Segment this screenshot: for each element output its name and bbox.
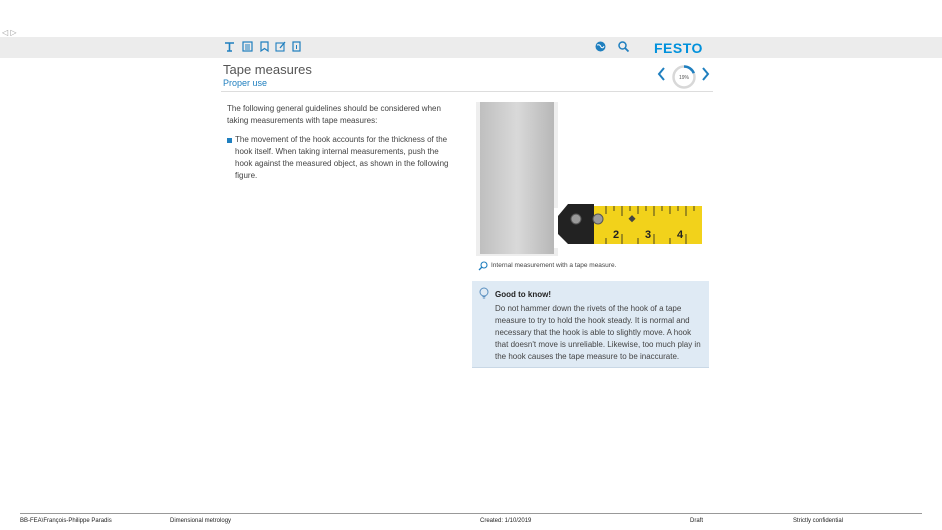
tip-box	[472, 281, 709, 368]
history-nav	[2, 28, 17, 37]
tip-body: Do not hammer down the rivets of the hook of a tape measure to try to hold the hook steady. It is normal and necessary that the hook is able to slightly move. A hook that doesn't move is unreliable. Likewise, too much play in the hook causes the tape measure to be inaccurate.	[495, 304, 701, 361]
footer-classification: Strictly confidential	[793, 518, 844, 524]
bullet-text: The movement of the hook accounts for the thickness of the hook itself. When taking internal measurements, push the hook against the measured object, as shown in the following figure.	[235, 135, 449, 180]
sitemap-icon[interactable]	[241, 40, 254, 53]
header-divider	[221, 91, 713, 92]
edit-icon[interactable]	[274, 40, 287, 53]
progress-label: 19%	[678, 75, 690, 81]
footer-created: Created: 1/10/2019	[480, 518, 532, 524]
next-page-button[interactable]	[698, 66, 712, 82]
bullet-marker	[227, 138, 232, 143]
bookmark-icon[interactable]	[258, 40, 271, 53]
toolbar	[0, 37, 942, 58]
forward-arrow-icon[interactable]: ▷	[10, 28, 17, 37]
tape-number: 2	[613, 229, 620, 241]
lightbulb-icon	[479, 287, 489, 303]
search-icon[interactable]	[617, 40, 630, 53]
intro-text: The following general guidelines should be considered when taking measurements with tape measures:	[227, 104, 441, 125]
globe-icon[interactable]	[594, 40, 607, 53]
festo-logo: FESTO	[654, 40, 703, 56]
document-icon[interactable]	[290, 40, 303, 53]
previous-page-button[interactable]	[655, 66, 669, 82]
page-subtitle: Proper use	[223, 78, 268, 88]
back-arrow-icon[interactable]: ◁	[2, 28, 9, 37]
footer-divider	[20, 513, 922, 514]
footer-topic: Dimensional metrology	[170, 518, 232, 524]
pin-icon[interactable]	[223, 40, 236, 53]
page-title: Tape measures	[223, 62, 312, 77]
figure-caption: Internal measurement with a tape measure.	[491, 262, 617, 269]
progress-ring	[671, 64, 697, 90]
footer-status: Draft	[690, 518, 704, 524]
tape-number: 3	[645, 229, 652, 241]
footer-author: BB-FEA\François-Philippe Paradis	[20, 518, 112, 524]
tape-measure-photo	[476, 102, 704, 256]
tape-number: 4	[677, 229, 684, 241]
tip-title: Good to know!	[495, 290, 551, 299]
magnify-icon[interactable]	[478, 261, 488, 273]
